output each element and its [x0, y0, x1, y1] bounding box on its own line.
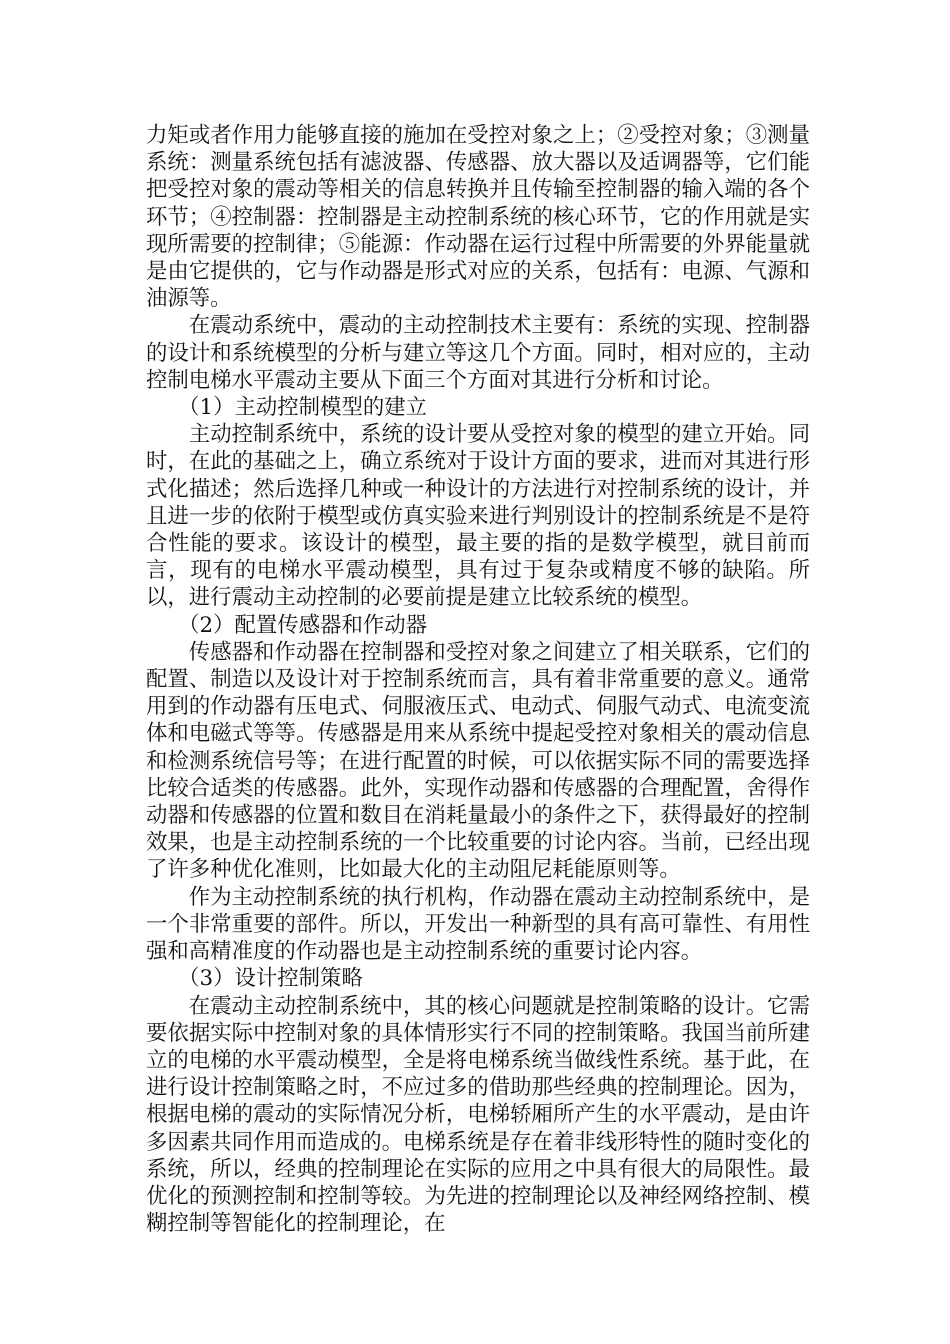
paragraph: 在震动主动控制系统中，其的核心问题就是控制策略的设计。它需要依据实际中控制对象的具体情形实行不同的控制策略。我国当前所建立的电梯的水平震动模型，全是将电梯系统当做线性系统。基于此，在进行设计控制策略之时，不应过多的借助那些经典的控制理论。因为，根据电梯的震动的实际情况分析，电梯轿厢所产生的水平震动，是由许多因素共同作用而造成的。电梯系统是存在着非线形特性的随时变化的系统，所以，经典的控制理论在实际的应用之中具有很大的局限性。最优化的预测控制和控制等较。为先进的控制理论以及神经网络控制、模糊控制等智能化的控制理论，在 — [146, 993, 810, 1237]
paragraph: 传感器和作动器在控制器和受控对象之间建立了相关联系，它们的配置、制造以及设计对于控制系统而言，具有着非常重要的意义。通常用到的作动器有压电式、伺服液压式、电动式、伺服气动式、电流变流体和电磁式等等。传感器是用来从系统中提起受控对象相关的震动信息和检测系统信号等；在进行配置的时候，可以依据实际不同的需要选择比较合适类的传感器。此外，实现作动器和传感器的合理配置，舍得作动器和传感器的位置和数目在消耗量最小的条件之下，获得最好的控制效果，也是主动控制系统的一个比较重要的讨论内容。当前，已经出现了许多种优化准则，比如最大化的主动阻尼耗能原则等。 — [146, 639, 810, 883]
paragraph: 在震动系统中，震动的主动控制技术主要有：系统的实现、控制器的设计和系统模型的分析与建立等这几个方面。同时，相对应的，主动控制电梯水平震动主要从下面三个方面对其进行分析和讨论。 — [146, 313, 810, 393]
paragraph: 主动控制系统中，系统的设计要从受控对象的模型的建立开始。同时，在此的基础之上，确立系统对于设计方面的要求，进而对其进行形式化描述；然后选择几种或一种设计的方法进行对控制系统的设计，并且进一步的依附于模型或仿真实验来进行判别设计的控制系统是不是符合性能的要求。该设计的模型，最主要的指的是数学模型，就目前而言，现有的电梯水平震动模型，具有过于复杂或精度不够的缺陷。所以，进行震动主动控制的必要前提是建立比较系统的模型。 — [146, 422, 810, 611]
paragraph: 作为主动控制系统的执行机构，作动器在震动主动控制系统中，是一个非常重要的部件。所以，开发出一种新型的具有高可靠性、有用性强和高精准度的作动器也是主动控制系统的重要讨论内容。 — [146, 884, 810, 965]
paragraph: 力矩或者作用力能够直接的施加在受控对象之上；②受控对象；③测量系统：测量系统包括有滤波器、传感器、放大器以及适调器等，它们能把受控对象的震动等相关的信息转换并且传输至控制器的输入端的各个环节；④控制器：控制器是主动控制系统的核心环节，它的作用就是实现所需要的控制律；⑤能源：作动器在运行过程中所需要的外界能量就是由它提供的，它与作动器是形式对应的关系，包括有：电源、气源和油源等。 — [146, 123, 810, 312]
section-heading: （2）配置传感器和作动器 — [178, 612, 428, 638]
document-body — [146, 122, 810, 1237]
section-heading: （1）主动控制模型的建立 — [178, 395, 428, 421]
section-heading: （3）设计控制策略 — [178, 966, 363, 992]
